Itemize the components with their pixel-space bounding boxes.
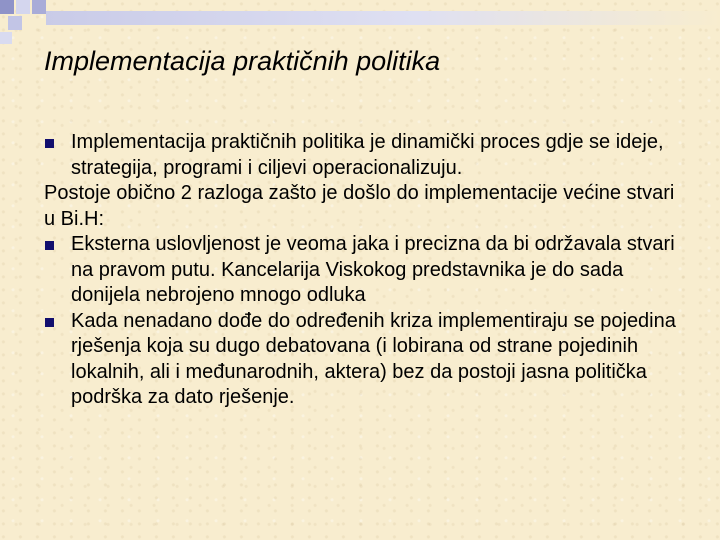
slide-title: Implementacija praktičnih politika (44, 46, 441, 76)
bullet-item (44, 309, 684, 411)
paragraph-text: Postoje obično 2 razloga zašto je došlo do implementacije većine stvari u Bi.H: (44, 182, 675, 230)
square-bullet-icon (45, 139, 54, 148)
bullet-item (44, 130, 684, 181)
bullet-text: Implementacija praktičnih politika je dinamički proces gdje se ideje, strategija, programi i ciljevi operacionalizuju. (71, 131, 664, 179)
corner-squares-decoration (0, 0, 80, 50)
bullet-text: Kada nenadano dođe do određenih kriza implementiraju se pojedina rješenja koja su dugo debatovana (i lobirana od strane pojedinih lokalnih, ali i međunarodnih, aktera) bez da postoji jasna politička podrška za dato rješenje. (71, 309, 676, 408)
square-bullet-icon (45, 318, 54, 327)
bullet-item (44, 232, 684, 309)
bullet-text: Eksterna uslovljenost je veoma jaka i precizna da bi održavala stvari na pravom putu. Kancelarija Viskokog predstavnika je do sada donijela nebrojeno mnogo odluka (71, 233, 675, 306)
slide-content (44, 130, 684, 411)
square-bullet-icon (45, 241, 54, 250)
plain-paragraph (44, 181, 684, 232)
header-bar-decoration (46, 11, 720, 25)
